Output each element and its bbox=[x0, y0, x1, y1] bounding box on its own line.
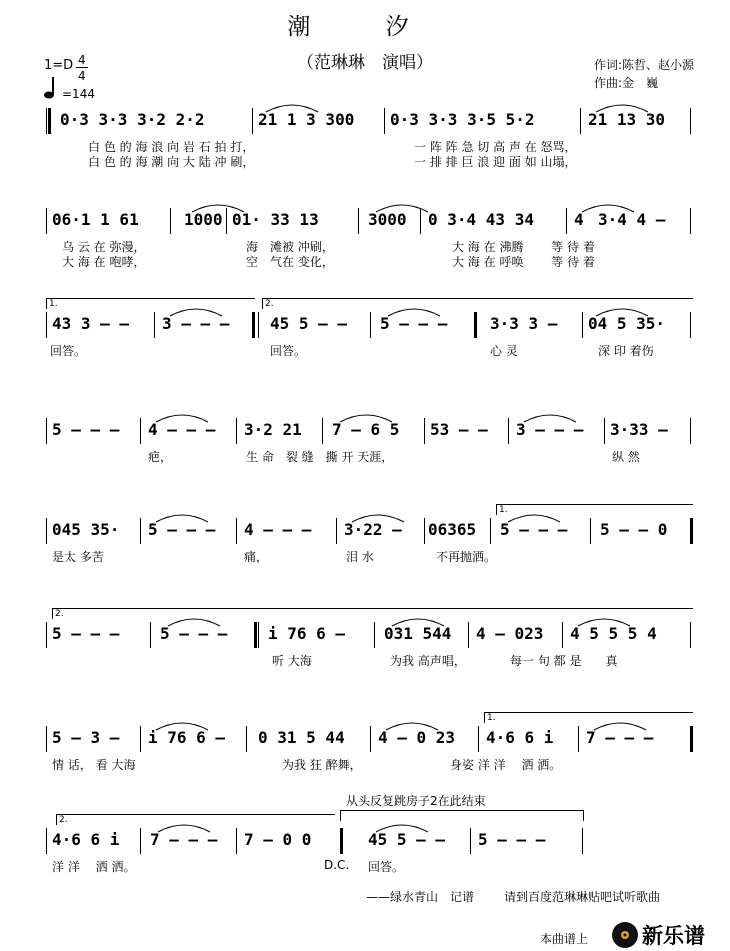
note-group: 5 – – – bbox=[160, 624, 228, 643]
slur-arc bbox=[388, 309, 440, 316]
note-group: 5 – – – bbox=[478, 830, 546, 849]
note-group: 3·33 – bbox=[610, 420, 668, 439]
note-group: 04 5 35· bbox=[588, 314, 666, 333]
slur-arc bbox=[596, 105, 648, 112]
lyric-line-2: 一 排 排 巨 浪 迎 面 如 山塌， bbox=[414, 155, 577, 169]
slur-arc bbox=[392, 619, 444, 626]
note-group: 0·3 3·3 3·2 2·2 bbox=[60, 110, 205, 129]
lyric-line-1: 每一 句 都 是 真 bbox=[510, 654, 618, 668]
lyric-line-1: 海 滩被 冲刷， bbox=[246, 240, 334, 254]
lyric-line-2: 白 色 的 海 潮 向 大 陆 冲 刷， bbox=[88, 155, 255, 169]
lyric-line-1: 听 大海 bbox=[272, 654, 312, 668]
volta-bracket: 2. bbox=[52, 608, 693, 619]
lyric-line-1: 白 色 的 海 浪 向 岩 石 拍 打， bbox=[88, 140, 255, 154]
slur-arc bbox=[266, 105, 318, 112]
time-signature-top: 4 bbox=[78, 53, 86, 67]
slur-arc bbox=[578, 619, 630, 626]
slur-layer bbox=[0, 196, 730, 216]
note-group: 7 – – – bbox=[150, 830, 218, 849]
slur-arc bbox=[170, 309, 222, 316]
note-group: 53 – – bbox=[430, 420, 488, 439]
note-group: 0·3 3·3 3·5 5·2 bbox=[390, 110, 535, 129]
slur-arc bbox=[192, 205, 244, 212]
lyric-line-1: 纵 然 bbox=[612, 450, 640, 464]
note-group: 045 35· bbox=[52, 520, 120, 539]
lyric-line-1: 回答。 bbox=[50, 344, 87, 358]
note-group: 3000 bbox=[368, 210, 407, 229]
repeat-instruction: 从头反复跳房子2在此结束 bbox=[346, 794, 486, 808]
note-group: i 76 6 – bbox=[148, 728, 226, 747]
note-group: 0 3·4 43 34 bbox=[428, 210, 534, 229]
lyric-line-1: 不再抛洒。 bbox=[436, 550, 497, 564]
slur-layer bbox=[0, 300, 730, 320]
lyric-line-1: 回答。 bbox=[368, 860, 405, 874]
lyric-line-1: 一 阵 阵 急 切 高 声 在 怒骂， bbox=[414, 140, 577, 154]
note-group: 3·2 21 bbox=[244, 420, 302, 439]
note-group: 4 – 023 bbox=[476, 624, 544, 643]
note-group: 3 – – – bbox=[162, 314, 230, 333]
singer-credit: （范琳琳 演唱） bbox=[297, 53, 433, 73]
slur-arc bbox=[158, 825, 210, 832]
slur-arc bbox=[168, 619, 220, 626]
note-group: 5 – – – bbox=[500, 520, 568, 539]
lyric-line-1: 洋 洋 洒 洒。 bbox=[52, 860, 136, 874]
slur-layer bbox=[0, 714, 730, 734]
note-group: 4 – – – bbox=[244, 520, 312, 539]
lyric-line-1: D.C. bbox=[324, 858, 350, 872]
volta-bracket: 2. bbox=[262, 298, 693, 309]
lyric-line-1: 痛， bbox=[244, 550, 269, 564]
note-group: 4 bbox=[574, 210, 584, 229]
lyric-line-1: 身姿 洋 洋 洒 洒。 bbox=[450, 758, 562, 772]
note-group: 4 5 5 5 4 bbox=[570, 624, 657, 643]
note-group: 21 13 30 bbox=[588, 110, 666, 129]
lyric-line-1: 生 命 裂 缝 撕 开 天涯， bbox=[246, 450, 394, 464]
volta-bracket: 1. bbox=[496, 504, 693, 515]
note-group: 5 – – – bbox=[52, 420, 120, 439]
lyric-line-1: 大 海 在 沸腾 等 待 着 bbox=[452, 240, 595, 254]
slur-layer bbox=[0, 406, 730, 426]
site-prefix: 本曲谱上 bbox=[540, 932, 589, 946]
note-group: 1000 bbox=[184, 210, 223, 229]
slur-arc bbox=[156, 515, 208, 522]
slur-layer bbox=[0, 816, 730, 836]
note-group: 45 5 – – bbox=[368, 830, 446, 849]
lyric-line-1: 泪 水 bbox=[346, 550, 374, 564]
note-group: 4 – 0 23 bbox=[378, 728, 456, 747]
note-group: 21 1 3 300 bbox=[258, 110, 355, 129]
note-group: 01· 33 13 bbox=[232, 210, 319, 229]
volta-bracket: 1. bbox=[484, 712, 693, 723]
note-group: 5 – – – bbox=[52, 624, 120, 643]
lyric-line-1: 为我 高声唱， bbox=[390, 654, 466, 668]
note-group: i 76 6 – bbox=[268, 624, 346, 643]
slur-arc bbox=[508, 515, 560, 522]
note-group: 3·3 3 – bbox=[490, 314, 558, 333]
note-group: 0 31 5 44 bbox=[258, 728, 345, 747]
note-group: 3 – – – bbox=[516, 420, 584, 439]
song-title: 潮 汐 bbox=[287, 14, 443, 40]
slur-arc bbox=[376, 825, 428, 832]
slur-arc bbox=[582, 205, 634, 212]
note-group: 5 – – – bbox=[148, 520, 216, 539]
slur-layer bbox=[0, 96, 730, 116]
lyric-line-1: 是太 多苦 bbox=[52, 550, 104, 564]
slur-arc bbox=[156, 723, 208, 730]
key-signature: 1=D bbox=[44, 58, 74, 73]
slur-arc bbox=[376, 205, 428, 212]
lyric-line-2: 大 海 在 呼唤 等 待 着 bbox=[452, 255, 595, 269]
note-group: 06·1 1 61 bbox=[52, 210, 139, 229]
volta-bracket: 1. bbox=[46, 298, 255, 309]
lyric-line-1: 深 印 着伤 bbox=[598, 344, 654, 358]
transcriber-credit: ——绿水青山 记谱 bbox=[366, 890, 475, 904]
note-group: 5 – 3 – bbox=[52, 728, 120, 747]
note-group: 3·4 4 – bbox=[598, 210, 666, 229]
lyric-line-1: 回答。 bbox=[270, 344, 307, 358]
lyric-line-1: 乌 云 在 弥漫， bbox=[62, 240, 146, 254]
tempo-marking: =144 bbox=[62, 87, 95, 101]
note-group: 45 5 – – bbox=[270, 314, 348, 333]
composer-credit: 作曲:金 巍 bbox=[594, 76, 659, 90]
time-signature-line bbox=[76, 67, 88, 68]
listen-notice: 请到百度范琳琳贴吧试听歌曲 bbox=[504, 890, 661, 904]
slur-arc bbox=[594, 723, 646, 730]
lyric-line-2: 大 海 在 咆哮， bbox=[62, 255, 146, 269]
lyric-line-1: 情 话， 看 大海 bbox=[52, 758, 136, 772]
slur-arc bbox=[340, 415, 392, 422]
slur-layer bbox=[0, 506, 730, 526]
note-group: 4 – – – bbox=[148, 420, 216, 439]
note-group: 7 – 0 0 bbox=[244, 830, 312, 849]
slur-layer bbox=[0, 610, 730, 630]
lyric-line-1: 为我 狂 醉舞， bbox=[282, 758, 362, 772]
note-group: 06365 bbox=[428, 520, 477, 539]
slur-arc bbox=[524, 415, 576, 422]
lyric-line-1: 疤， bbox=[148, 450, 173, 464]
volta-bracket: 2. bbox=[56, 814, 335, 825]
note-group: 7 – – – bbox=[586, 728, 654, 747]
slur-arc bbox=[386, 723, 438, 730]
slur-arc bbox=[596, 309, 648, 316]
note-group: 4·6 6 i bbox=[52, 830, 120, 849]
note-group: 3·22 – bbox=[344, 520, 402, 539]
site-logo: 新乐谱 bbox=[642, 924, 705, 948]
note-group: 031 544 bbox=[384, 624, 452, 643]
note-group: 5 – – 0 bbox=[600, 520, 668, 539]
lyricist-credit: 作词:陈哲、赵小源 bbox=[594, 58, 695, 72]
note-group: 7 – 6 5 bbox=[332, 420, 400, 439]
slur-arc bbox=[352, 515, 404, 522]
note-group: 4·6 6 i bbox=[486, 728, 554, 747]
note-group: 5 – – – bbox=[380, 314, 448, 333]
time-signature-bottom: 4 bbox=[78, 69, 86, 83]
lyric-line-2: 空 气在 变化， bbox=[246, 255, 334, 269]
record-disc-icon bbox=[610, 920, 640, 950]
note-group: 43 3 – – bbox=[52, 314, 130, 333]
lyric-line-1: 心 灵 bbox=[490, 344, 518, 358]
slur-arc bbox=[156, 415, 208, 422]
